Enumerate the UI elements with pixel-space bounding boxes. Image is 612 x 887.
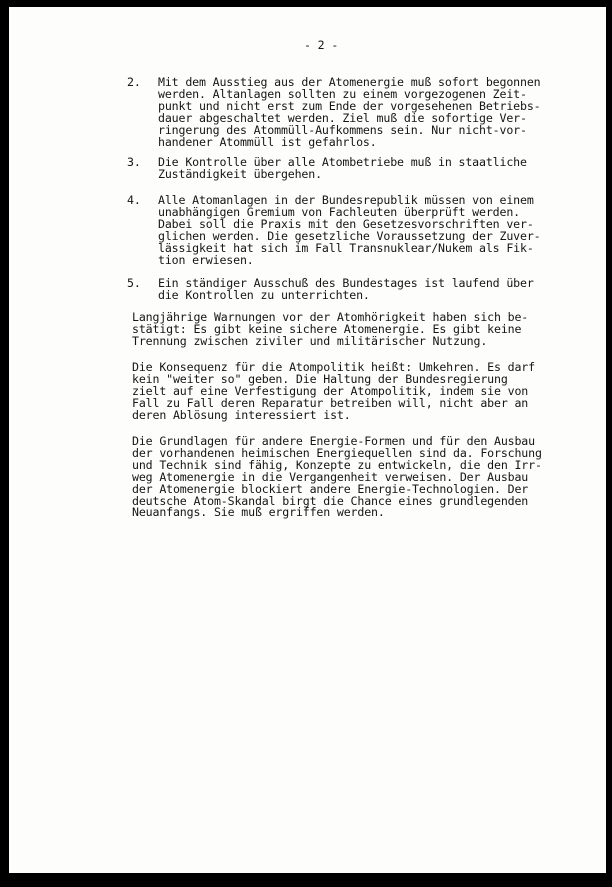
list-item-text: Ein ständiger Ausschuß des Bundestages ist laufend über die Kontrollen zu unterrichten. <box>158 276 534 302</box>
list-item-number: 5. <box>127 276 141 290</box>
paragraph-foundations: Die Grundlagen für andere Energie-Formen und für den Ausbau der vorhandenen heimischen Energiequellen sind da. Forschung und Technik sind fähig, Konzepte zu entwickeln, die den Irr- weg Atomenergie in die Vergangenheit verweisen. Der Ausbau der Atomenergie blockiert andere Energie-Technologien. Der deutsche Atom-Skandal birgt die Chance eines grundlegenden Neuanfangs. Sie muß ergriffen werden. <box>132 434 542 520</box>
list-item-number: 2. <box>127 75 141 89</box>
page-number: - 2 - <box>304 38 339 52</box>
list-item-number: 4. <box>127 193 141 207</box>
list-item-2 <box>127 75 541 149</box>
list-item-text: Mit dem Ausstieg aus der Atomenergie muß sofort begonnen werden. Altanlagen sollten zu einem vorgezogenen Zeit- punkt und nicht erst zum Ende der vorgesehenen Betriebs- dauer abgeschaltet werden. Ziel muß die sofortige Ver- ringerung des Atommüll-Aufkommens sein. Nur nicht-vor- handener Atommüll ist gefahrlos. <box>158 75 541 149</box>
list-item-text: Die Kontrolle über alle Atombetriebe muß in staatliche Zuständigkeit übergehen. <box>158 155 527 181</box>
paragraph-warnings: Langjährige Warnungen vor der Atomhörigkeit haben sich be- stätigt: Es gibt keine sichere Atomenergie. Es gibt keine Trennung zwischen ziviler und militärischer Nutzung. <box>132 310 529 348</box>
list-item-number: 3. <box>127 155 141 169</box>
paragraph-consequence: Die Konsequenz für die Atompolitik heißt: Umkehren. Es darf kein "weiter so" geben. Die Haltung der Bundesregierung zielt auf eine Verfestigung der Atompolitik, indem sie von Fall zu Fall deren Reparatur betreiben will, nicht aber an deren Ablösung interessiert ist. <box>132 360 535 422</box>
list-item-4 <box>127 193 541 267</box>
document-page <box>9 7 606 873</box>
list-item-text: Alle Atomanlagen in der Bundesrepublik müssen von einem unabhängigen Gremium von Fachleuten überprüft werden. Dabei soll die Praxis mit den Gesetzesvorschriften ver- glichen werden. Die gesetzliche Voraussetzung der Zuver- lässigkeit hat sich im Fall Transnuklear/Nukem als Fik- tion erwiesen. <box>158 193 541 267</box>
